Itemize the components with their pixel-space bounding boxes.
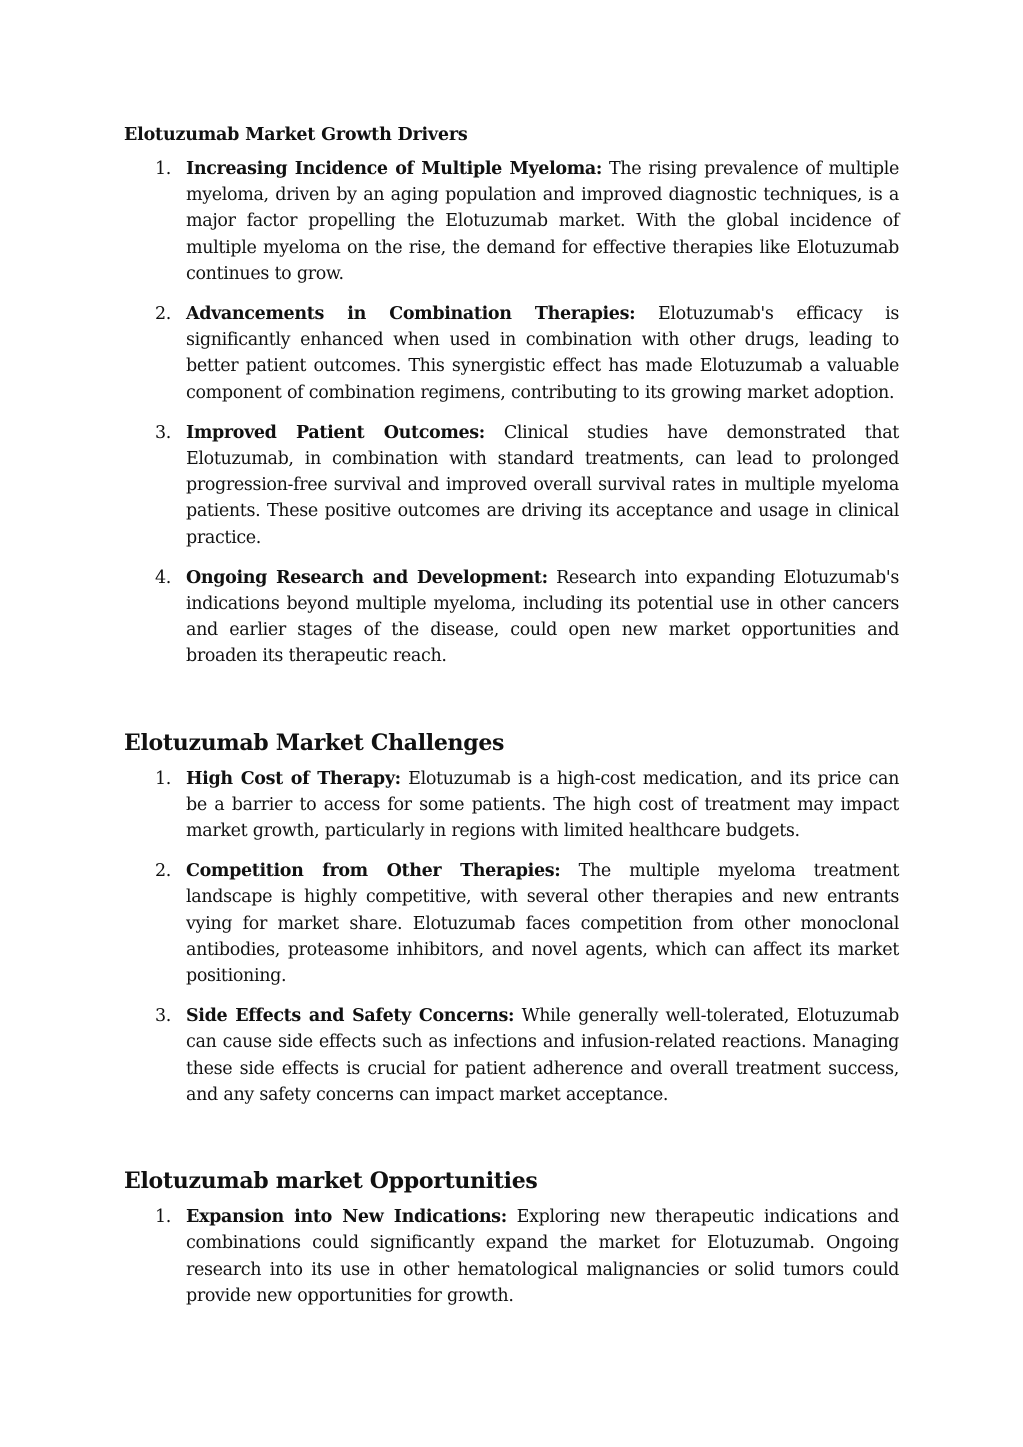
- list-number: 3.: [155, 1006, 171, 1027]
- document-page: [124, 120, 899, 1323]
- list-term: Advancements in Combination Therapies:: [186, 304, 636, 325]
- list-number: 2.: [155, 861, 171, 882]
- list-term: Competition from Other Therapies:: [186, 861, 561, 882]
- list-number: 3.: [155, 422, 171, 443]
- list-item: [124, 156, 899, 287]
- opportunities-list: [124, 1204, 899, 1309]
- list-number: 2.: [155, 304, 171, 325]
- list-term: Side Effects and Safety Concerns:: [186, 1006, 515, 1027]
- list-text: While generally well-tolerated, Elotuzumab can cause side effects such as infections and infusion-related reactions. Managing these side effects is crucial for patient adherence and overall treatment success, and any safety concerns can impact market acceptance.: [186, 1006, 900, 1105]
- challenges-heading: Elotuzumab Market Challenges: [124, 729, 505, 756]
- list-text: Elotuzumab's efficacy is significantly enhanced when used in combination with other drugs, leading to better patient outcomes. This synergistic effect has made Elotuzumab a valuable component of combination regimens, contributing to its growing market adoption.: [186, 304, 900, 403]
- list-text: The multiple myeloma treatment landscape is highly competitive, with several other therapies and new entrants vying for market share. Elotuzumab faces competition from other monoclonal antibodies, proteasome inhibitors, and novel agents, which can affect its market positioning.: [186, 861, 899, 987]
- list-item: [124, 766, 899, 845]
- list-text: Elotuzumab is a high-cost medication, and its price can be a barrier to access for some patients. The high cost of treatment may impact market growth, particularly in regions with limited healthcare budgets.: [186, 768, 899, 842]
- challenges-list: [124, 766, 899, 1108]
- list-term: Expansion into New Indications:: [186, 1207, 507, 1228]
- list-item: [124, 858, 899, 989]
- list-term: Improved Patient Outcomes:: [186, 422, 485, 443]
- list-text: Exploring new therapeutic indications and combinations could significantly expand the market for Elotuzumab. Ongoing research into its use in other hematological malignancies or solid tumors could provide new opportunities for growth.: [186, 1207, 899, 1306]
- list-number: 1.: [155, 1207, 171, 1228]
- list-number: 4.: [155, 567, 171, 588]
- list-text: The rising prevalence of multiple myeloma, driven by an aging population and improved diagnostic techniques, is a major factor propelling the Elotuzumab market. With the global incidence of multiple myeloma on the rise, the demand for effective therapies like Elotuzumab continues to grow.: [186, 159, 899, 284]
- list-text: Clinical studies have demonstrated that Elotuzumab, in combination with standard treatments, can lead to prolonged progression-free survival and improved overall survival rates in multiple myeloma patients. These positive outcomes are driving its acceptance and usage in clinical practice.: [186, 422, 899, 548]
- list-text: Research into expanding Elotuzumab's indications beyond multiple myeloma, including its potential use in other cancers and earlier stages of the disease, could open new market opportunities and broaden its therapeutic reach.: [186, 567, 899, 667]
- list-term: High Cost of Therapy:: [186, 768, 401, 789]
- list-term: Increasing Incidence of Multiple Myeloma:: [186, 159, 602, 179]
- growth-drivers-heading: Elotuzumab Market Growth Drivers: [124, 125, 468, 145]
- list-term: Ongoing Research and Development:: [186, 567, 548, 588]
- section-spacer: [124, 684, 899, 728]
- growth-drivers-list: [124, 156, 899, 670]
- list-item: [124, 1003, 899, 1108]
- list-number: 1.: [155, 768, 171, 789]
- section-spacer: [124, 1122, 899, 1166]
- list-item: [124, 301, 899, 406]
- list-item: [124, 565, 899, 670]
- list-item: [124, 420, 899, 551]
- list-number: 1.: [155, 159, 171, 179]
- opportunities-heading: Elotuzumab market Opportunities: [124, 1168, 538, 1195]
- list-item: [124, 1204, 899, 1309]
